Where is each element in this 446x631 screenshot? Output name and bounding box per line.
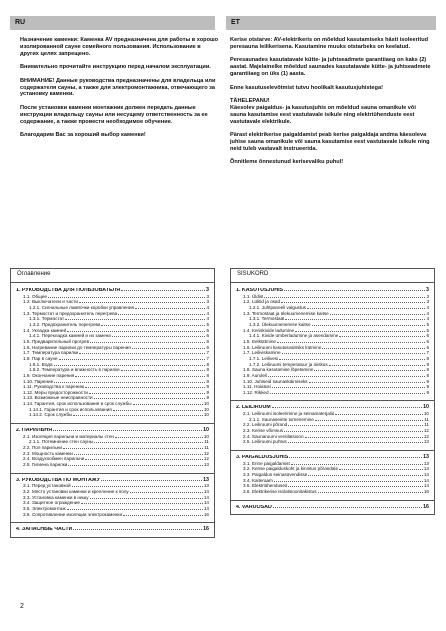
toc-entry-title: 1.3. Термостат и предохранитель перегрева (23, 310, 118, 316)
toc-entry-title: 3.3. Установка каменки в нишу (23, 494, 89, 500)
et-paragraph: Käesolev paigaldus- ja kasutusjuhis on mõeldud sauna omanikule või sauna kasutamise eest vastutavale isikule ning elektriühenduste eest vastutavale elektrikule. (230, 104, 416, 125)
toc-entry-title: 1.14. Гарантия, срок использования и срок службы (23, 401, 132, 407)
toc-leader-dots (101, 477, 202, 481)
toc-leader-dots (315, 417, 423, 421)
toc-entry-page: 9 (206, 395, 209, 401)
toc-entry-page: 3 (426, 293, 429, 299)
toc-entry-page: 5 (206, 327, 209, 333)
toc-entry-title: 1.14.1. Гарантия и срок использования (29, 406, 112, 412)
toc-entry-title: 2. ПАРИЛЬНЯ (16, 428, 53, 434)
toc-entry-page: 9 (206, 384, 209, 390)
toc-entry-page: 10 (203, 412, 209, 418)
toc-leader-dots (285, 316, 425, 320)
toc-leader-dots (74, 451, 203, 455)
toc-entry-title: 1.7.2. Leiliruumi temperatuur ja niiskus (249, 361, 328, 367)
toc-entry-title: 1.3.1. Термостат (29, 316, 65, 322)
et-paragraph: Kerise otstarve: AV-elektrikeris on mõeldud kasutamiseks hästi isoleeritud peresauna leilikerisena. Kasutamine muuks otstarbeks on keelatud. (230, 37, 429, 50)
toc-leader-dots (312, 322, 426, 326)
toc-entry-page: 16 (423, 489, 429, 494)
toc-entry-title: 1.8. Sauna kasutamise lõpetamine (243, 367, 314, 373)
toc-entry-page: 16 (423, 503, 429, 510)
toc-leader-dots (54, 379, 205, 383)
toc-entry-page: 13 (423, 454, 429, 461)
toc-leader-dots (54, 362, 206, 366)
toc-entry-page: 10 (203, 433, 209, 439)
toc-entry-title: 1.11. Руководства к парению (23, 384, 85, 390)
toc-entry-title: 1.7.1. Leilivesi (249, 355, 279, 361)
toc-entry-page: 9 (206, 389, 209, 395)
toc-entry-title: 1.2. Выключатели и части (23, 299, 78, 305)
toc-entry-page: 8 (426, 372, 429, 378)
toc-leader-dots (308, 472, 423, 476)
toc-entry-title: 4. ЗАПАСНЫЕ ЧАСТИ (16, 527, 73, 533)
toc-entry-title: 2.4. Воздухообмен парильни (23, 456, 85, 462)
toc-leader-dots (322, 345, 425, 349)
toc-entry-page: 14 (203, 489, 209, 494)
et-paragraph: Enne kasutuselevõtmist tutvu hoolikalt kasutusjuhistega! (230, 84, 383, 91)
toc-entry-page: 13 (203, 462, 209, 468)
toc-divider (11, 423, 214, 424)
toc-entry-title: 1.12. Rikked (243, 389, 269, 395)
toc-entry-page: 8 (426, 355, 429, 361)
toc-entry[interactable] (16, 462, 209, 468)
toc-entry-page: 4 (426, 304, 429, 310)
et-toc-list (236, 287, 429, 510)
toc-entry-title: 1.10. Парение (23, 378, 54, 384)
toc-leader-dots (135, 305, 205, 309)
toc-leader-dots (123, 512, 203, 516)
toc-leader-dots (284, 428, 423, 432)
toc-entry-title: 1.5. Предварительный прогрев (23, 338, 90, 344)
toc-leader-dots (339, 333, 425, 337)
toc-entry-page: 11 (424, 422, 429, 428)
toc-entry-title: 3.3. Paigaldus seinasüvendisse (243, 472, 308, 478)
toc-leader-dots (85, 456, 203, 460)
toc-entry-title: 1.10. Juhiseid saunaskäimiseks (243, 378, 308, 384)
toc-leader-dots (67, 328, 205, 332)
toc-entry-page: 6 (426, 344, 429, 350)
toc-entry-title: 1.1. Üldist (243, 293, 264, 299)
toc-divider (11, 473, 214, 474)
ru-toc-list (16, 287, 209, 533)
toc-leader-dots (118, 311, 205, 315)
toc-entry-page: 14 (203, 494, 209, 500)
toc-entry-title: 3.4. Kaiteraam (243, 477, 273, 483)
toc-entry-title: 1.3.1. Termostaat (249, 316, 285, 322)
toc-entry-title: 2.1.1. Потемнение стен сауны (29, 439, 93, 445)
toc-leader-dots (85, 384, 205, 388)
toc-leader-dots (291, 461, 423, 465)
toc-entry-title: 1.7. Leiliviskamine (243, 350, 281, 356)
toc-entry-page: 7 (426, 350, 429, 356)
toc-leader-dots (272, 404, 422, 408)
toc-entry-page: 11 (204, 439, 209, 445)
toc-leader-dots (79, 299, 205, 303)
toc-leader-dots (65, 316, 205, 320)
toc-entry-page: 4 (426, 316, 429, 322)
et-toc-title: SISUKORD (231, 269, 434, 283)
toc-entry-title: 1.2.1. Сигнальные лампочки коробки управления (29, 304, 135, 310)
toc-entry-title: 3.2. Место установки каменки и крепление к полу (23, 489, 129, 494)
toc-entry-title: 1.8.1. Вода (29, 361, 53, 367)
toc-leader-dots (94, 395, 206, 399)
toc-entry-title: 2.2. Leiliruumi põrand (243, 422, 288, 428)
toc-leader-dots (282, 350, 426, 354)
toc-entry[interactable] (236, 489, 429, 495)
toc-entry-title: 1.8. Пар в сауне (23, 355, 58, 361)
toc-entry-title: 3.6. Elektrikerise isolatsioonitakistus (243, 489, 317, 494)
toc-entry-title: 2.3. Мощность каменки (23, 450, 73, 456)
toc-entry-page: 8 (206, 361, 209, 367)
toc-leader-dots (288, 422, 423, 426)
toc-divider (231, 400, 434, 401)
toc-leader-dots (305, 434, 423, 438)
toc-entry[interactable] (16, 512, 209, 518)
ru-intro-text (20, 37, 220, 145)
toc-entry[interactable] (236, 439, 429, 445)
toc-leader-dots (279, 356, 425, 360)
et-paragraph: Õnnitleme õnnestunud kerisevaliku puhul! (230, 159, 344, 166)
toc-entry-page: 13 (423, 439, 429, 445)
toc-entry-title: 1.4.1. Kivide ümberladumine ja asendamine (249, 333, 339, 339)
toc-entry-page: 12 (423, 428, 429, 434)
toc-entry-title: 3.5. Elektriühendused (243, 483, 288, 489)
toc-leader-dots (133, 401, 203, 405)
toc-entry-page: 4 (426, 310, 429, 316)
toc-leader-dots (339, 466, 423, 470)
toc-leader-dots (53, 427, 202, 431)
toc-entry-page: 6 (206, 333, 209, 339)
toc-entry-page: 7 (206, 350, 209, 356)
toc-entry-page: 14 (203, 500, 209, 506)
toc-leader-dots (281, 299, 425, 303)
toc-leader-dots (318, 489, 423, 493)
toc-leader-dots (121, 367, 206, 371)
toc-entry-title: 3.5. Электромонтаж (23, 505, 66, 511)
toc-entry-page: 5 (206, 321, 209, 327)
toc-entry-page: 5 (426, 321, 429, 327)
toc-entry[interactable] (236, 404, 429, 411)
et-paragraph: Peresaunades kasutatavate kütte- ja juhtseadmete garantiiaeg on kaks (2) aastat. Majelainelke mõeldud saunades kasutatavate kütte- ja juhtseadmete garantiiaeg on üks (1) aasta. (230, 57, 431, 78)
toc-entry-title: 2.2. Пол парильни (23, 445, 62, 451)
toc-leader-dots (289, 454, 422, 458)
toc-entry-title: 1.8.2. Температура и влажность в парилке (29, 367, 120, 373)
toc-entry-title: 3. PAIGALDUSJUHIS (236, 455, 289, 461)
toc-divider (231, 500, 434, 501)
toc-entry-page: 7 (206, 355, 209, 361)
toc-entry-page: 10 (423, 404, 429, 411)
toc-entry-title: 1.5. Eelküttmine (243, 338, 276, 344)
toc-entry-title: 2.1.1. Saunaseinte tumenemine (249, 416, 314, 422)
et-paragraph: Pärast elektrikerise paigaldamist peab kerise paigaldaja andma käesoleva juhise sauna omanikule või sauna kasutamise eest vastutavale isikule ning neid tuleb vastavalt instrueerida. (230, 132, 430, 152)
toc-entry-title: 2.3. Kerise võimsus (243, 428, 284, 434)
toc-leader-dots (307, 305, 425, 309)
toc-entry-page: 6 (426, 338, 429, 344)
toc-leader-dots (335, 411, 422, 415)
toc-entry-page: 13 (203, 483, 209, 489)
toc-entry-page: 10 (203, 406, 209, 412)
toc-leader-dots (75, 373, 205, 377)
toc-entry[interactable] (236, 454, 429, 461)
toc-entry-title: 1.12. Меры предосторожности (23, 389, 88, 395)
toc-leader-dots (89, 390, 206, 394)
toc-divider (11, 522, 214, 523)
toc-leader-dots (314, 367, 425, 371)
toc-entry-title: 1. РУКОВОДСТВА ДЛЯ ПОЛЬЗОВАТЕЛЯ (16, 288, 121, 293)
ru-paragraph: Внимательно прочитайте инструкцию перед началом эксплуатации. (20, 64, 211, 71)
toc-entry-page: 8 (206, 378, 209, 384)
toc-entry-page: 14 (203, 505, 209, 511)
toc-leader-dots (90, 339, 205, 343)
toc-leader-dots (121, 287, 205, 291)
toc-leader-dots (63, 445, 203, 449)
toc-entry-page: 5 (426, 327, 429, 333)
toc-entry-page: 9 (426, 389, 429, 395)
toc-entry-page: 16 (203, 511, 209, 517)
toc-entry[interactable] (16, 477, 209, 484)
toc-entry-page: 8 (206, 367, 209, 373)
toc-entry-title: 1.4. Укладка камней (23, 327, 67, 333)
toc-entry-title: 1.3.2. Предохранитель перегрева (29, 321, 101, 327)
toc-leader-dots (288, 439, 423, 443)
ru-table-of-contents (10, 268, 215, 538)
toc-entry-page: 3 (206, 299, 209, 305)
toc-entry-page: 13 (203, 476, 209, 483)
toc-entry-page: 6 (206, 344, 209, 350)
toc-leader-dots (68, 462, 203, 466)
toc-leader-dots (264, 294, 425, 298)
toc-leader-dots (132, 345, 206, 349)
toc-leader-dots (59, 356, 206, 360)
toc-leader-dots (94, 439, 203, 443)
toc-leader-dots (130, 489, 203, 493)
toc-entry[interactable] (16, 287, 209, 294)
toc-entry-page: 14 (423, 483, 429, 489)
toc-leader-dots (48, 294, 205, 298)
toc-leader-dots (274, 478, 423, 482)
toc-leader-dots (329, 362, 426, 366)
et-paragraph: TÄHELEPANU! (230, 97, 270, 104)
toc-leader-dots (330, 311, 426, 315)
toc-divider (231, 450, 434, 451)
toc-leader-dots (81, 500, 203, 504)
toc-entry-page: 13 (423, 460, 429, 466)
toc-leader-dots (67, 506, 203, 510)
toc-leader-dots (73, 412, 202, 416)
et-table-of-contents (230, 268, 435, 515)
toc-entry-title: 3.2. Kerise paigalduskoht ja kinnitus põrandale (243, 466, 338, 472)
toc-entry-page: 3 (426, 287, 429, 293)
toc-entry-page: 9 (426, 378, 429, 384)
toc-leader-dots (295, 328, 425, 332)
toc-entry[interactable] (16, 412, 209, 418)
toc-entry-title: 1.9. Окончание парения (23, 372, 75, 378)
toc-entry-title: 3.6. Сопротивление изоляции электрокаменки (23, 511, 123, 517)
toc-entry-page: 4 (206, 304, 209, 310)
toc-entry-page: 10 (203, 427, 209, 434)
toc-entry-title: 3.1. Enne paigaldamist (243, 460, 290, 466)
toc-entry-title: 1.4.1. Перекладка камней и их замена (29, 333, 111, 339)
ru-paragraph: После установки каменки монтажник должен передать данные инструкции владельцу сауны или несущему ответственность за ее содержание, а также провести необходимое обучение. (20, 104, 208, 125)
toc-leader-dots (288, 483, 422, 487)
toc-entry-title: 4. VARUOSAD (236, 504, 272, 510)
toc-entry-title: 2. LEILIRUUM (236, 405, 271, 411)
toc-leader-dots (90, 495, 203, 499)
ru-paragraph: ВНИМАНИЕ! Данные руководства предназначены для владельца или содержателя сауны, а также для электромонтажника, отвечающего за установку каменки. (20, 77, 216, 98)
toc-entry-title: 3.1. Перед установкой (23, 483, 71, 489)
toc-entry-page: 8 (206, 372, 209, 378)
toc-entry-page: 4 (206, 316, 209, 322)
toc-leader-dots (277, 339, 425, 343)
toc-leader-dots (73, 526, 202, 530)
et-intro-text (230, 37, 432, 173)
ru-toc-title: Оглавление (11, 269, 214, 283)
toc-entry-page: 12 (203, 450, 209, 456)
toc-entry-title: 1.14.2. Срок службы (29, 412, 73, 418)
toc-entry-title: 1.13. Возможные неисправности (23, 395, 93, 401)
toc-entry-title: 1.6. Leiliruumi kasutusvalmiks kütmine (243, 344, 322, 350)
ru-paragraph: Назначение каменки: Каменка AV предназначена для работы в хорошо изолированной сауне семейного пользования. Использование в других целях запрещено. (20, 37, 219, 57)
toc-entry[interactable] (16, 427, 209, 434)
toc-entry-title: 1.3.2. Ülekuumenemise kaitse (249, 321, 311, 327)
toc-entry[interactable] (236, 504, 429, 511)
toc-entry-title: 1.4. Keriskivide ladumine (243, 327, 295, 333)
ru-language-tag: RU (10, 16, 215, 30)
ru-paragraph: Благодарим Вас за хороший выбор каменки! (20, 132, 146, 139)
toc-entry-title: 3. РУКОВОДСТВА ПО МОНТАЖУ (16, 477, 101, 483)
toc-entry-page: 8 (426, 367, 429, 373)
toc-entry[interactable] (236, 390, 429, 396)
toc-entry-title: 1.2.1. Juhtpaneeli valgustus (249, 304, 306, 310)
toc-leader-dots (270, 390, 426, 394)
toc-entry-title: 2.1. Изоляция парильни и материалы стен (23, 433, 114, 439)
toc-leader-dots (72, 483, 203, 487)
toc-entry-page: 14 (423, 472, 429, 478)
toc-entry-page: 3 (206, 293, 209, 299)
toc-entry-title: 1. KASUTUSJUHIS (236, 288, 284, 293)
toc-leader-dots (112, 333, 206, 337)
toc-leader-dots (268, 373, 425, 377)
toc-entry-page: 6 (206, 338, 209, 344)
toc-entry-title: 1.7. Температура парилки (23, 350, 79, 356)
toc-entry-title: 1.6. Нагревание парилки до температуры парения (23, 344, 131, 350)
toc-entry-title: 1.9. Auruleil (243, 372, 268, 378)
toc-entry-title: 1.1. Общее (23, 293, 47, 299)
toc-entry-page: 10 (203, 401, 209, 407)
toc-entry[interactable] (16, 526, 209, 533)
toc-leader-dots (101, 322, 205, 326)
toc-entry-page: 6 (426, 333, 429, 339)
toc-leader-dots (273, 504, 422, 508)
toc-entry-title: 1.11. Hoiatusi (243, 384, 271, 390)
toc-entry-page: 14 (423, 466, 429, 472)
et-language-tag: ET (226, 16, 436, 30)
toc-entry-page: 8 (426, 361, 429, 367)
toc-leader-dots (113, 407, 203, 411)
toc-entry-title: 2.1. Leiliruumi isoleerimine ja seinamaterjalid (243, 411, 335, 417)
toc-entry-page: 11 (424, 416, 429, 422)
toc-leader-dots (272, 384, 426, 388)
toc-entry-page: 4 (206, 310, 209, 316)
toc-entry-title: 3.4. Защитное ограждение (23, 500, 80, 506)
toc-entry-page: 12 (203, 456, 209, 462)
toc-entry-title: 2.5. Гигиена парилки (23, 462, 68, 468)
toc-entry-title: 2.5. Leiliruumi puhtus (243, 439, 287, 445)
toc-entry-page: 9 (426, 384, 429, 390)
toc-leader-dots (79, 350, 205, 354)
toc-entry-title: 1.2. Lülitid ja osad (243, 299, 281, 305)
toc-entry[interactable] (236, 287, 429, 294)
toc-entry-page: 12 (423, 433, 429, 439)
toc-entry-page: 11 (204, 445, 209, 451)
toc-entry-page: 3 (426, 299, 429, 305)
toc-entry-page: 3 (206, 287, 209, 293)
toc-leader-dots (115, 434, 203, 438)
toc-entry-title: 1.3. Termostaat ja ülekuumenemise kaitse (243, 310, 329, 316)
toc-leader-dots (284, 287, 425, 291)
toc-entry-page: 10 (423, 411, 429, 417)
page-number: 2 (20, 603, 24, 610)
toc-entry-page: 14 (423, 477, 429, 483)
toc-entry-title: 2.4. Saunaruumi ventilatsioon (243, 433, 304, 439)
toc-leader-dots (309, 379, 426, 383)
toc-entry-page: 16 (203, 526, 209, 533)
